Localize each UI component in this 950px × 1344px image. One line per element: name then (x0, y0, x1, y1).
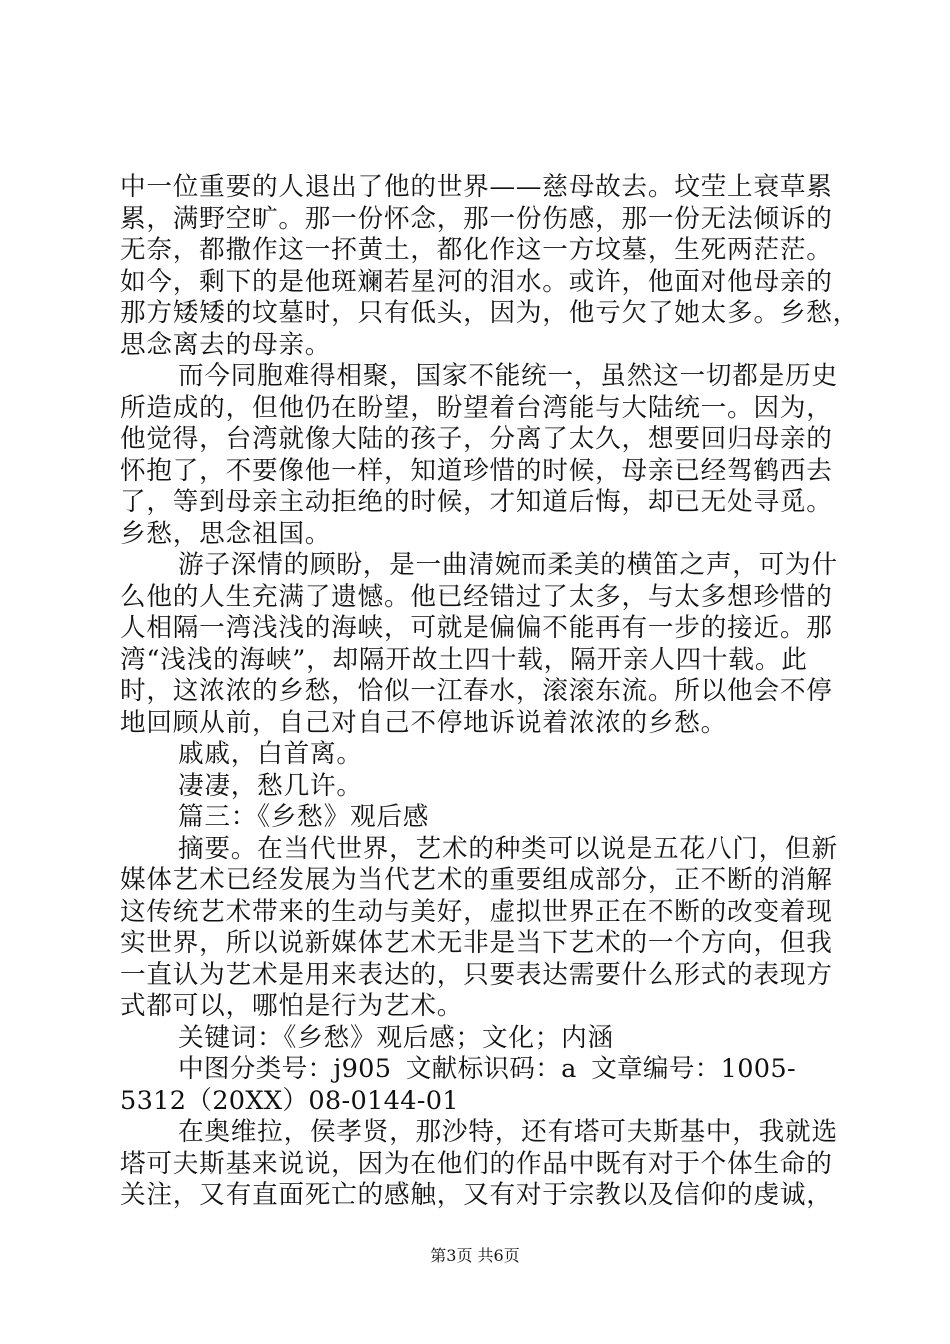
text-line: 所造成的，但他仍在盼望，盼望着台湾能与大陆统一。因为， (120, 392, 833, 423)
text-line: 那方矮矮的坟墓时，只有低头，因为，他亏欠了她太多。乡愁， (120, 298, 860, 328)
text-line: 思念离去的母亲。 (120, 329, 332, 360)
text-line: 时，这浓浓的乡愁，恰似一江春水，滚滚东流。所以他会不停 (120, 676, 833, 706)
text-line: 累，满野空旷。那一份怀念，那一份伤感，那一份无法倾诉的 (120, 203, 833, 234)
text-line: 乡愁，思念祖国。 (120, 518, 332, 549)
text-line: 篇三：《乡愁》观后感 (178, 802, 430, 832)
text-line: 关键词：《乡愁》观后感；文化；内涵 (178, 1022, 614, 1053)
text-line: 戚戚，白首离。 (178, 739, 363, 769)
text-line: 塔可夫斯基来说说，因为在他们的作品中既有对于个体生命的 (120, 1148, 833, 1179)
text-line: 了，等到母亲主动拒绝的时候，才知道后悔，却已无处寻觅。 (120, 487, 833, 517)
text-line: 么他的人生充满了遗憾。他已经错过了太多，与太多想珍惜的 (120, 581, 833, 612)
text-line: 这传统艺术带来的生动与美好，虚拟世界正在不断的改变着现 (120, 896, 833, 927)
text-line: 媒体艺术已经发展为当代艺术的重要组成部分，正不断的消解 (120, 865, 833, 895)
text-line: 如今，剩下的是他斑斓若星河的泪水。或许，他面对他母亲的 (120, 266, 833, 297)
text-line: 他觉得，台湾就像大陆的孩子，分离了太久，想要回归母亲的 (120, 424, 833, 454)
text-line: 摘要。在当代世界，艺术的种类可以说是五花八门，但新 (178, 833, 838, 864)
text-line: 地回顾从前，自己对自己不停地诉说着浓浓的乡愁。 (120, 707, 728, 738)
text-line: 凄凄，愁几许。 (178, 770, 363, 801)
text-line: 中图分类号：j905 文献标识码：a 文章编号：1005- (178, 1054, 796, 1084)
page-footer: 第3页 共6页 (430, 1246, 520, 1265)
text-line: 在奥维拉，侯孝贤，那沙特，还有塔可夫斯基中，我就选 (178, 1117, 838, 1147)
text-line: 游子深情的顾盼，是一曲清婉而柔美的横笛之声，可为什 (178, 550, 838, 580)
text-line: 人相隔一湾浅浅的海峡，可就是偏偏不能再有一步的接近。那 (120, 613, 833, 643)
text-line: 5312（20XX）08-0144-01 (120, 1085, 459, 1116)
text-line: 怀抱了，不要像他一样，知道珍惜的时候，母亲已经驾鹤西去 (120, 455, 833, 486)
text-line: 湾“浅浅的海峡”，却隔开故土四十载，隔开亲人四十载。此 (120, 644, 808, 675)
text-line: 中一位重要的人退出了他的世界——慈母故去。坟茔上衰草累 (120, 172, 833, 202)
text-line: 式都可以，哪怕是行为艺术。 (120, 991, 464, 1021)
text-line: 无奈，都撒作这一抔黄土，都化作这一方坟墓，生死两茫茫。 (120, 235, 833, 265)
text-line: 一直认为艺术是用来表达的，只要表达需要什么形式的表现方 (120, 959, 833, 990)
text-line: 而今同胞难得相聚，国家不能统一，虽然这一切都是历史 (178, 361, 838, 391)
document-body (120, 172, 860, 1212)
text-line: 实世界，所以说新媒体艺术无非是当下艺术的一个方向，但我 (120, 928, 833, 958)
text-line: 关注，又有直面死亡的感触，又有对于宗教以及信仰的虔诚， (120, 1180, 833, 1210)
